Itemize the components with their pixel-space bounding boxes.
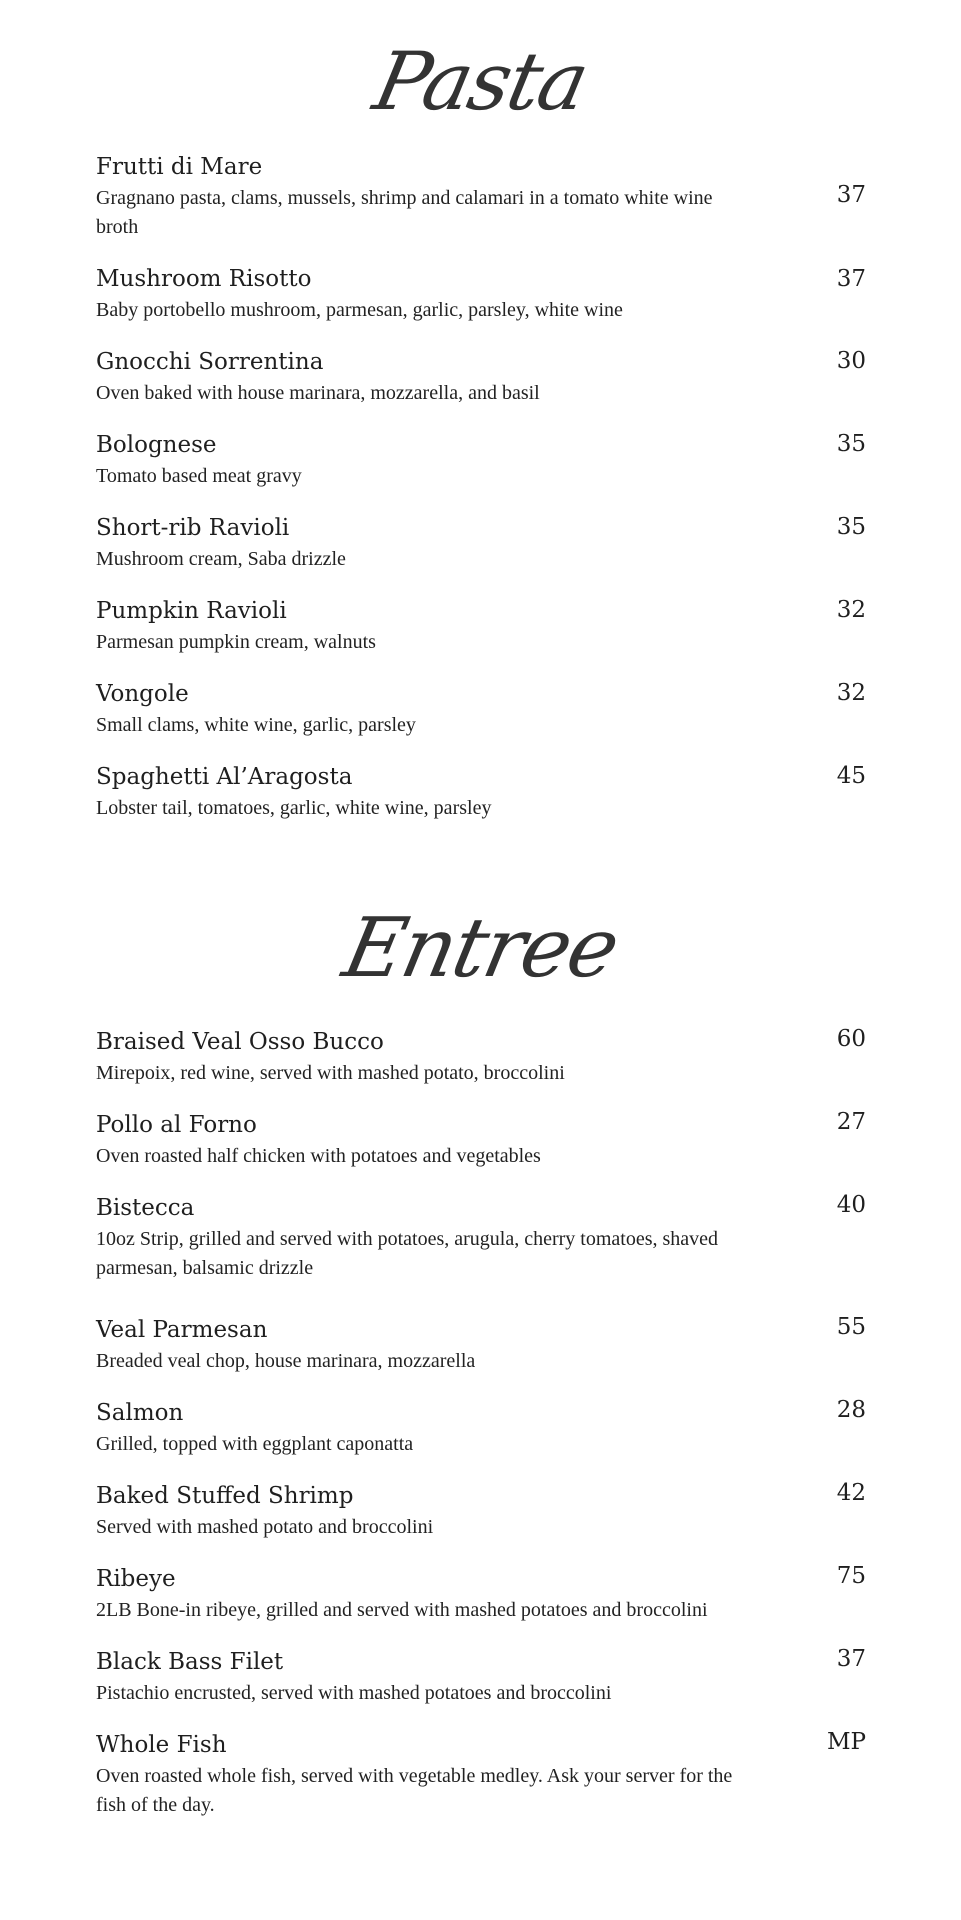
item-description: Mirepoix, red wine, served with mashed potato, broccolini <box>96 1062 565 1084</box>
item-price: 32 <box>836 597 866 623</box>
menu-item <box>96 1110 866 1171</box>
item-name: Pollo al Forno <box>96 1112 257 1138</box>
item-price: 37 <box>836 182 866 208</box>
item-description: 10oz Strip, grilled and served with potatoes, arugula, cherry tomatoes, shaved parmesan, balsamic drizzle <box>96 1228 719 1279</box>
menu-item <box>96 264 866 325</box>
item-name: Mushroom Risotto <box>96 266 312 292</box>
item-name: Gnocchi Sorrentina <box>96 349 324 375</box>
section-title-entree: Entree <box>335 901 626 996</box>
menu-item <box>96 1315 866 1376</box>
menu-item <box>96 1647 866 1708</box>
item-price: 75 <box>836 1563 866 1589</box>
item-description: Breaded veal chop, house marinara, mozzarella <box>96 1350 476 1372</box>
menu-item <box>96 1730 866 1820</box>
menu-item <box>96 1027 866 1088</box>
item-name: Baked Stuffed Shrimp <box>96 1483 354 1509</box>
menu-item <box>96 679 866 740</box>
menu-item <box>96 1193 866 1283</box>
menu-item <box>96 430 866 491</box>
item-name: Spaghetti Al’Aragosta <box>96 764 353 790</box>
item-price: 35 <box>836 514 866 540</box>
item-name: Bolognese <box>96 432 217 458</box>
menu-item <box>96 152 866 242</box>
menu-item <box>96 347 866 408</box>
item-description: Baby portobello mushroom, parmesan, garlic, parsley, white wine <box>96 299 623 321</box>
item-description: Oven roasted whole fish, served with vegetable medley. Ask your server for the fish of the day. <box>96 1765 733 1816</box>
item-name: Ribeye <box>96 1566 176 1592</box>
item-description: Lobster tail, tomatoes, garlic, white wine, parsley <box>96 797 492 819</box>
item-name: Salmon <box>96 1400 184 1426</box>
menu-item <box>96 1481 866 1542</box>
item-price: 40 <box>836 1192 866 1218</box>
item-price: 55 <box>836 1314 866 1340</box>
item-description: Oven roasted half chicken with potatoes and vegetables <box>96 1145 541 1167</box>
menu-item <box>96 596 866 657</box>
item-description: 2LB Bone-in ribeye, grilled and served with mashed potatoes and broccolini <box>96 1599 708 1621</box>
section-title-pasta: Pasta <box>366 35 595 128</box>
item-name: Frutti di Mare <box>96 154 263 180</box>
item-price: 30 <box>836 348 866 374</box>
item-name: Braised Veal Osso Bucco <box>96 1029 384 1055</box>
item-description: Gragnano pasta, clams, mussels, shrimp and calamari in a tomato white wine broth <box>96 187 713 238</box>
item-name: Black Bass Filet <box>96 1649 284 1675</box>
item-description: Mushroom cream, Saba drizzle <box>96 548 346 570</box>
item-description: Grilled, topped with eggplant caponatta <box>96 1433 414 1455</box>
item-price: 60 <box>836 1026 866 1052</box>
item-description: Oven baked with house marinara, mozzarella, and basil <box>96 382 540 404</box>
item-description: Served with mashed potato and broccolini <box>96 1516 434 1538</box>
item-price: 37 <box>836 1646 866 1672</box>
item-description: Small clams, white wine, garlic, parsley <box>96 714 416 736</box>
item-price: 35 <box>836 431 866 457</box>
item-price: 27 <box>836 1109 866 1135</box>
item-name: Pumpkin Ravioli <box>96 598 287 624</box>
menu-item <box>96 1398 866 1459</box>
item-price: 37 <box>836 266 866 292</box>
item-description: Tomato based meat gravy <box>96 465 302 487</box>
item-description: Parmesan pumpkin cream, walnuts <box>96 631 376 653</box>
menu-item <box>96 762 866 823</box>
item-name: Short-rib Ravioli <box>96 515 290 541</box>
item-price: 28 <box>836 1397 866 1423</box>
item-name: Veal Parmesan <box>96 1317 268 1343</box>
item-description: Pistachio encrusted, served with mashed potatoes and broccolini <box>96 1682 612 1704</box>
menu-item <box>96 1564 866 1625</box>
item-name: Vongole <box>96 681 189 707</box>
item-price: 45 <box>836 763 866 789</box>
item-name: Whole Fish <box>96 1732 227 1758</box>
item-name: Bistecca <box>96 1195 195 1221</box>
menu-item <box>96 513 866 574</box>
item-price: 32 <box>836 680 866 706</box>
item-price: 42 <box>836 1480 866 1506</box>
item-price: MP <box>826 1729 866 1755</box>
